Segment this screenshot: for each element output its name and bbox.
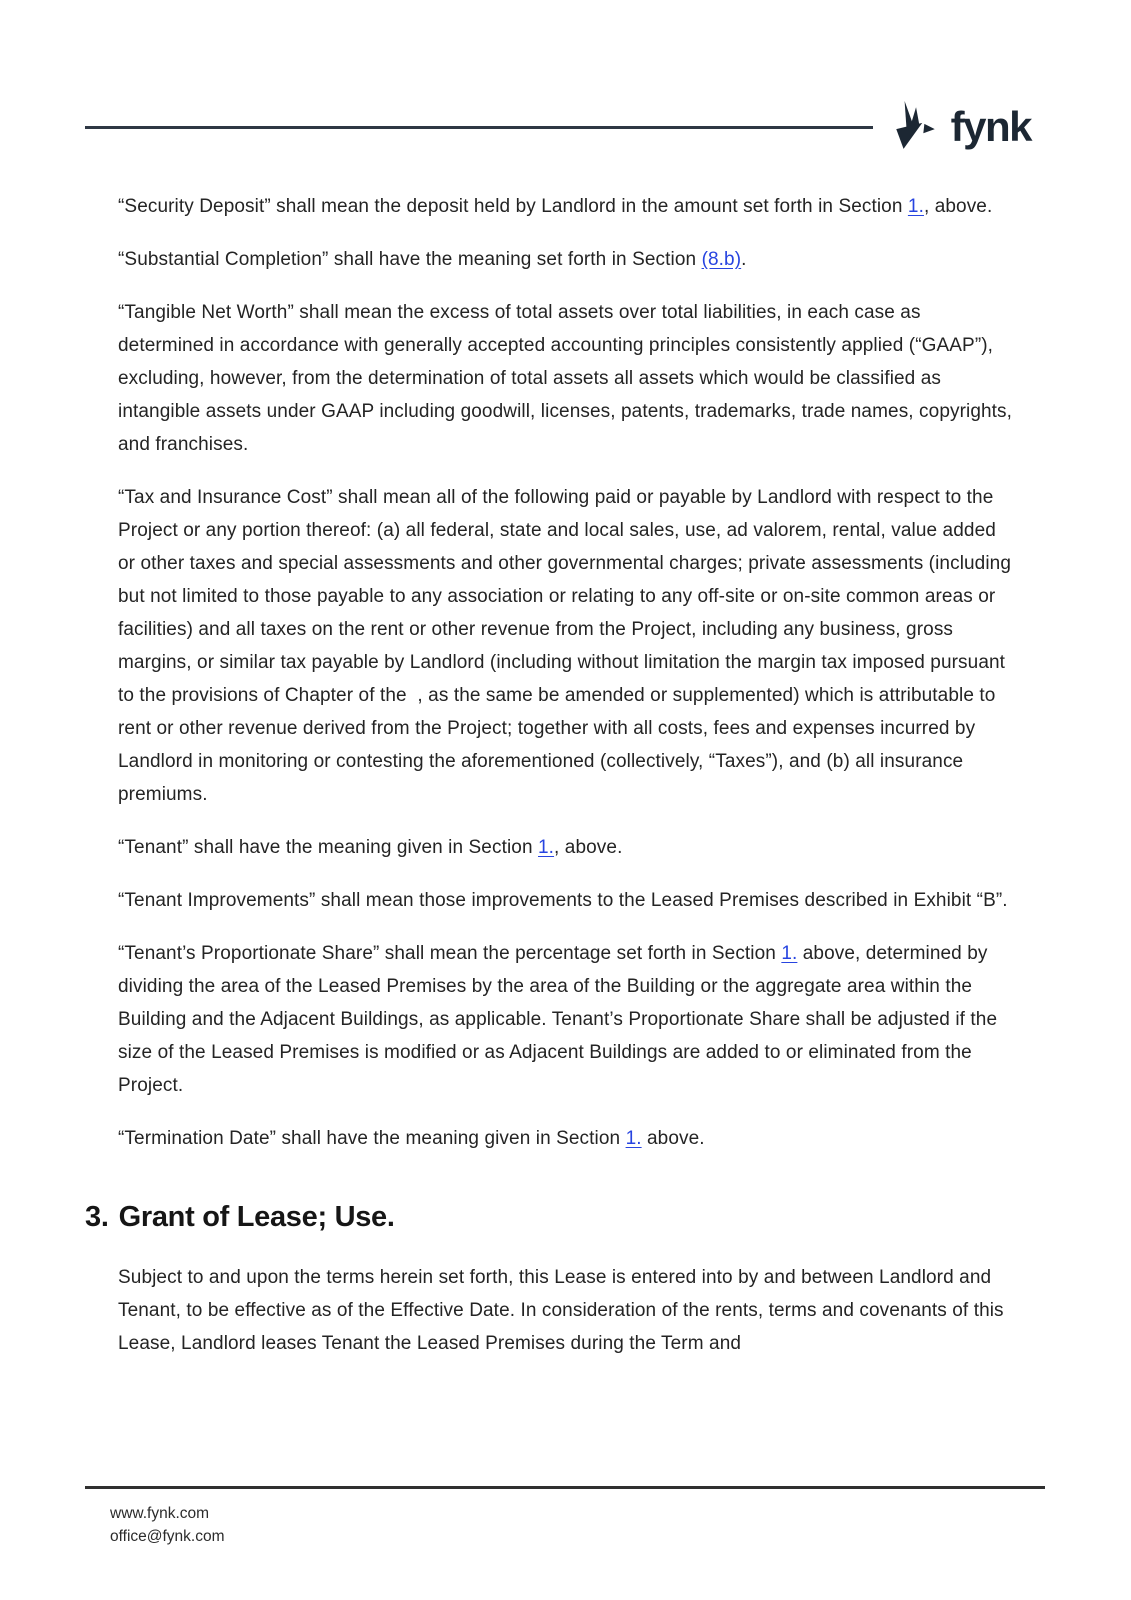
document-body bbox=[85, 190, 1018, 1360]
paragraph-text: , above. bbox=[554, 837, 623, 858]
section-reference-link[interactable]: 1. bbox=[625, 1128, 642, 1149]
origami-bird-icon bbox=[889, 98, 941, 156]
section-reference-link[interactable]: (8.b) bbox=[701, 249, 742, 270]
paragraph-text: Subject to and upon the terms herein set forth, this Lease is entered into by and between Landlord and Tenant, to be effective as of the Effective Date. In consideration of the rents, terms and covenants of this Lease, Landlord leases Tenant the Leased Premises during the Term and bbox=[118, 1267, 1004, 1354]
paragraph-text: above, determined by dividing the area of the Leased Premises by the area of the Building or the aggregate area within the Building and the Adjacent Buildings, as applicable. Tenant’s Proportionate Share shall be adjusted if the size of the Leased Premises is modified or as Adjacent Buildings are added to or eliminated from the Project. bbox=[118, 943, 998, 1096]
fynk-wordmark: fynk bbox=[950, 103, 1031, 150]
definition-paragraph-security-deposit bbox=[118, 190, 1018, 223]
paragraph-text: “Tax and Insurance Cost” shall mean all of the following paid or payable by Landlord with respect to the Project or any portion thereof: (a) all federal, state and local sales, use, ad valorem, rental, value added or other taxes and special assessments and other governmental charges; private assessments (including but not limited to those payable to any association or relating to any off-site or on-site common areas or facilities) and all taxes on the rent or other revenue from the Project, including any business, gross margins, or similar tax payable by Landlord (including without limitation the margin tax imposed pursuant to the provisions of Chapter of the , as the same be amended or supplemented) which is attributable to rent or other revenue derived from the Project; together with all costs, fees and expenses incurred by Landlord in monitoring or contesting the aforementioned (collectively, “Taxes”), and (b) all insurance premiums. bbox=[118, 487, 1012, 805]
section-paragraph-grant-of-lease bbox=[118, 1261, 1018, 1360]
fynk-logo bbox=[889, 98, 1031, 156]
paragraph-text: . bbox=[741, 249, 747, 270]
paragraph-text: “Tenant’s Proportionate Share” shall mean the percentage set forth in Section bbox=[118, 943, 782, 964]
section-heading-grant-of-lease bbox=[85, 1201, 1018, 1234]
paragraph-text: “Tenant” shall have the meaning given in Section bbox=[118, 837, 538, 858]
section-reference-link[interactable]: 1. bbox=[781, 943, 798, 964]
section-reference-link[interactable]: 1. bbox=[538, 837, 555, 858]
document-footer bbox=[85, 1486, 1045, 1548]
definition-paragraph-tenant-improvements bbox=[118, 884, 1018, 917]
definition-paragraph-tangible-net-worth bbox=[118, 296, 1018, 461]
definition-paragraph-substantial-completion bbox=[118, 243, 1018, 276]
paragraph-text: “Tangible Net Worth” shall mean the excess of total assets over total liabilities, in each case as determined in accordance with generally accepted accounting principles consistently applied (“GAAP”), excluding, however, from the determination of total assets all assets which would be classified as intangible assets under GAAP including goodwill, licenses, patents, trademarks, trade names, copyrights, and franchises. bbox=[118, 302, 1013, 455]
footer-website: www.fynk.com bbox=[110, 1505, 210, 1522]
paragraph-text: above. bbox=[641, 1128, 705, 1149]
footer-contact bbox=[110, 1502, 1045, 1548]
definition-paragraph-tenants-proportionate-share bbox=[118, 937, 1018, 1102]
definition-paragraph-tenant bbox=[118, 831, 1018, 864]
header-rule bbox=[85, 126, 873, 129]
section-number: 3. bbox=[85, 1201, 109, 1233]
definition-paragraph-termination-date bbox=[118, 1122, 1018, 1155]
paragraph-text: “Substantial Completion” shall have the meaning set forth in Section bbox=[118, 249, 702, 270]
section-title: Grant of Lease; Use. bbox=[118, 1201, 395, 1233]
document-header bbox=[85, 0, 1031, 156]
paragraph-text: “Tenant Improvements” shall mean those improvements to the Leased Premises described in Exhibit “B”. bbox=[118, 890, 1008, 911]
paragraph-text: “Security Deposit” shall mean the deposit held by Landlord in the amount set forth in Section bbox=[118, 196, 908, 217]
section-reference-link[interactable]: 1. bbox=[907, 196, 924, 217]
footer-rule bbox=[85, 1486, 1045, 1489]
definition-paragraph-tax-and-insurance-cost bbox=[118, 481, 1018, 811]
paragraph-text: , above. bbox=[923, 196, 993, 217]
paragraph-text: “Termination Date” shall have the meaning given in Section bbox=[118, 1128, 626, 1149]
footer-email: office@fynk.com bbox=[110, 1528, 225, 1545]
